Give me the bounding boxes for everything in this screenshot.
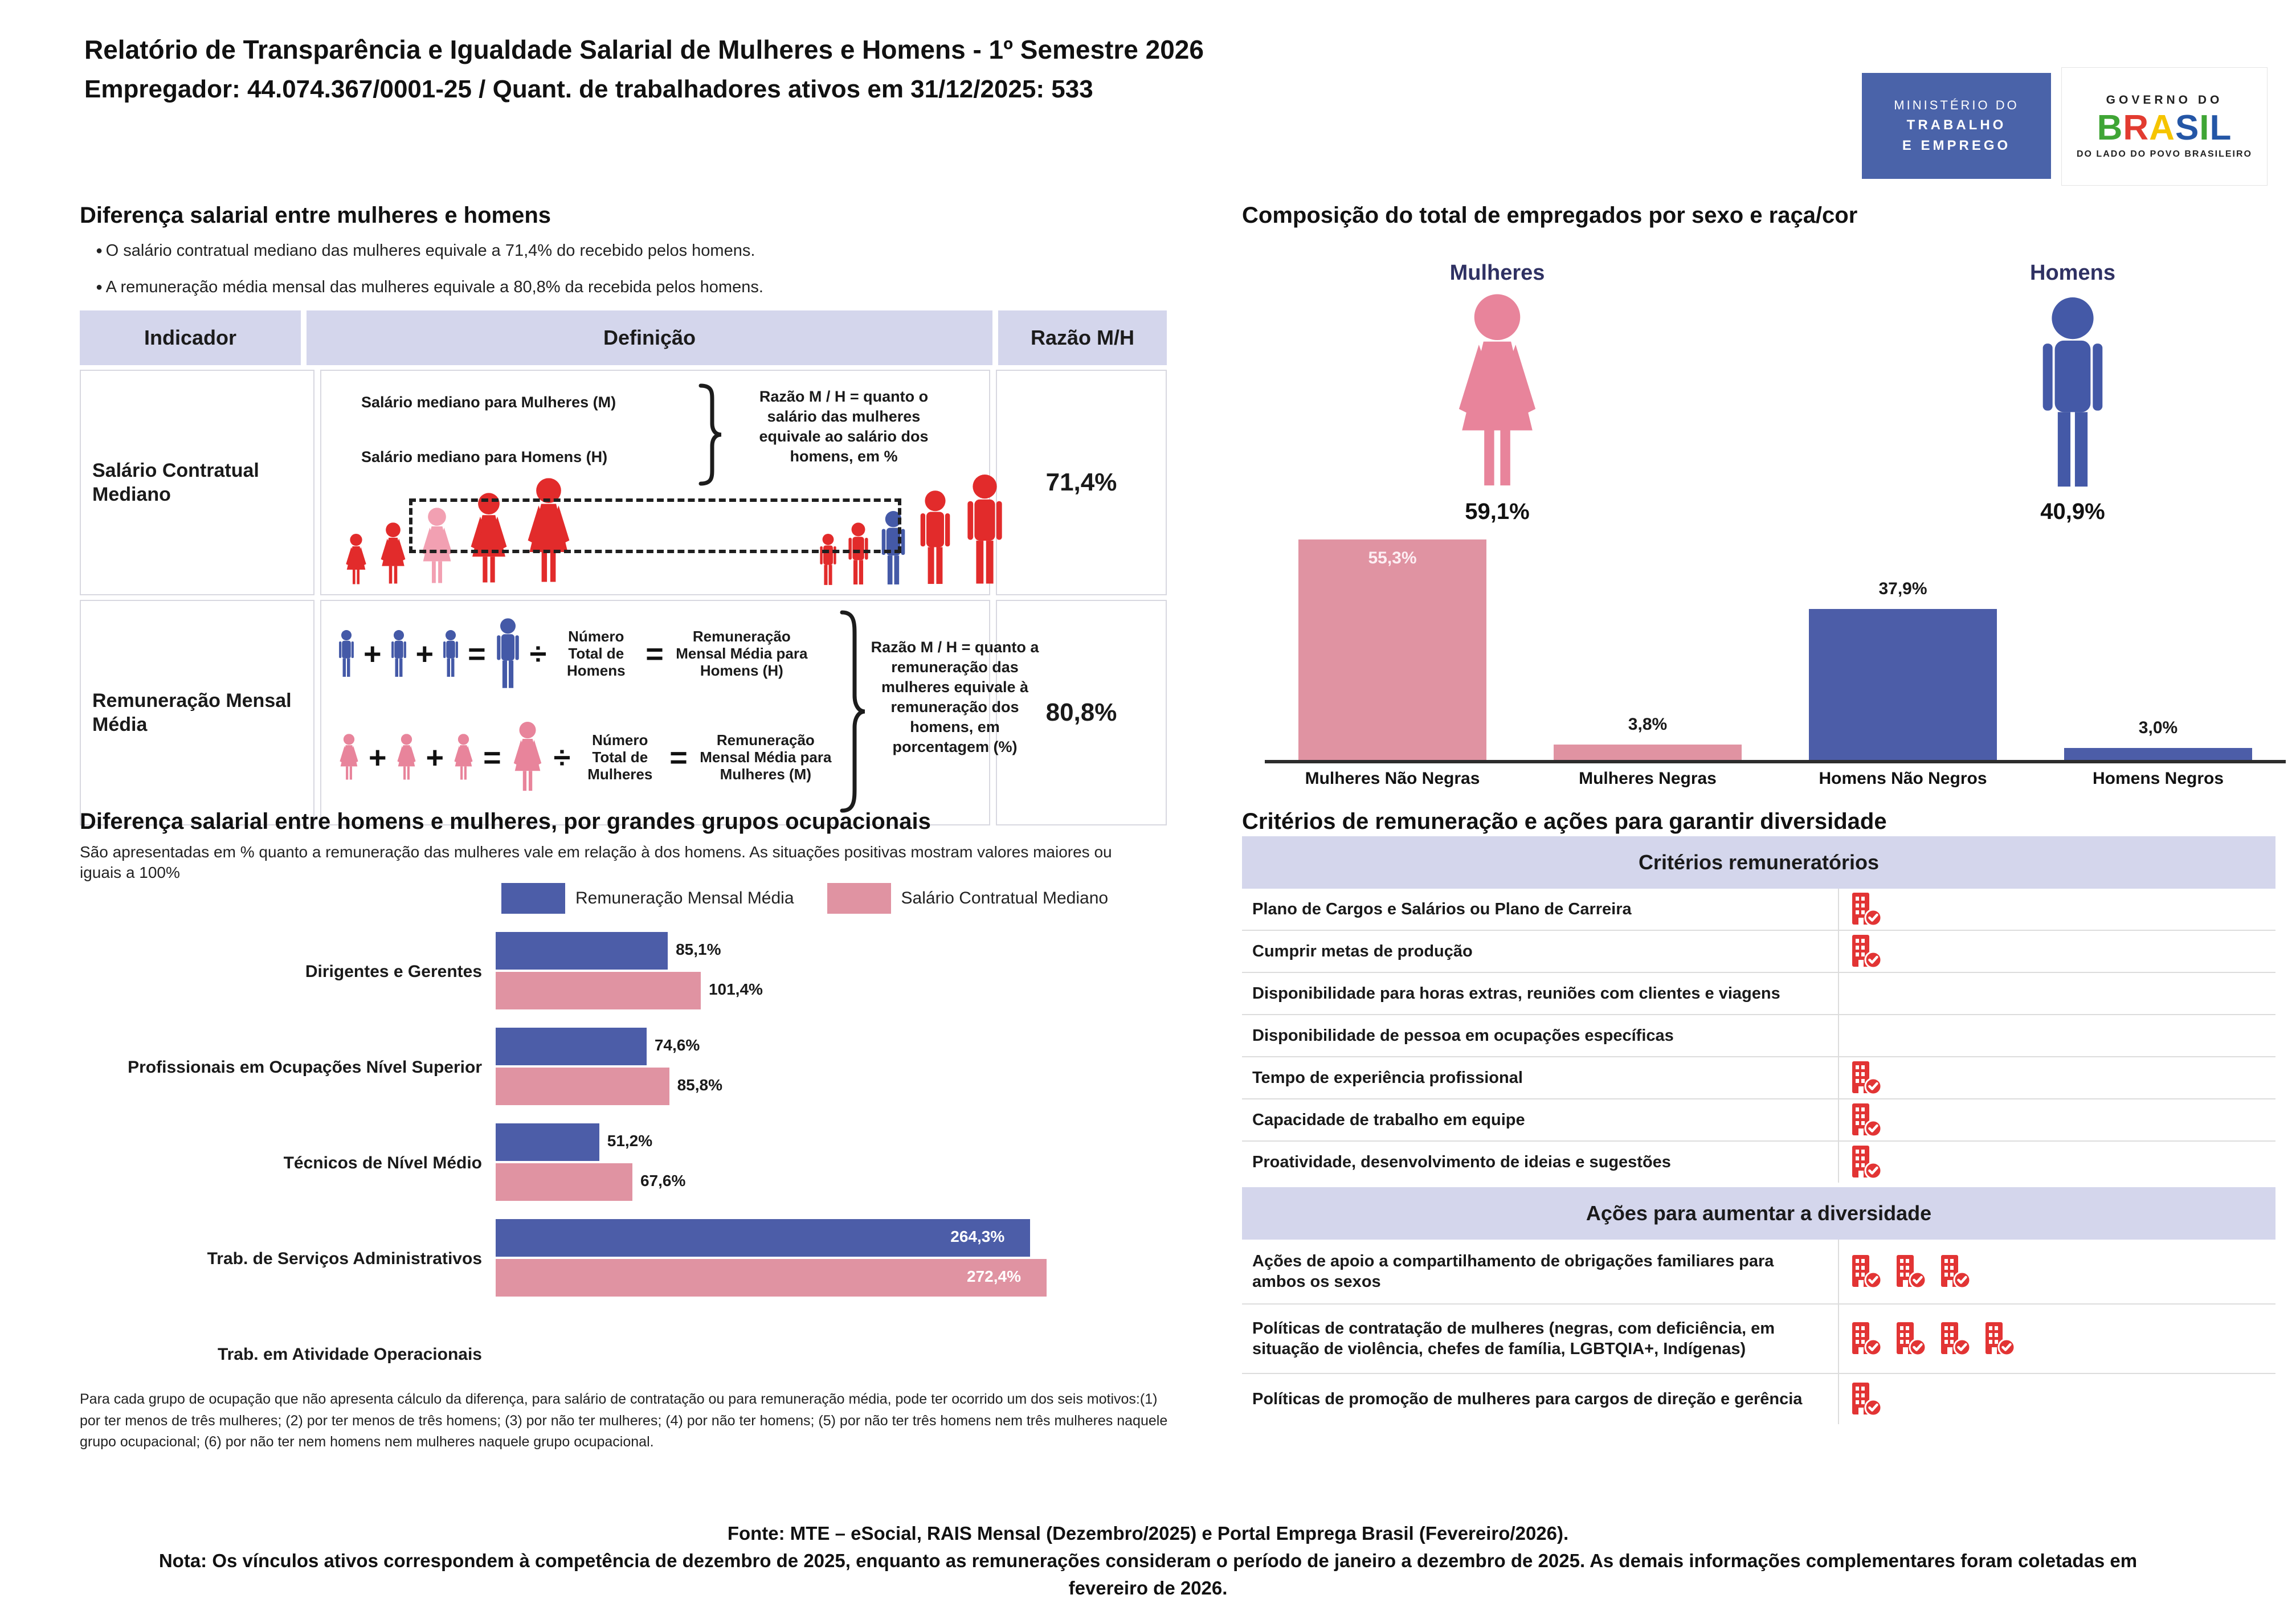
criteria-check-cell bbox=[1838, 1142, 2275, 1183]
criteria-check-cell bbox=[1838, 1240, 2275, 1303]
composition-plot-area bbox=[1265, 537, 2286, 760]
man-icon bbox=[440, 630, 461, 678]
man-icon bbox=[915, 490, 955, 586]
female-pictogram-icon bbox=[1444, 294, 1551, 493]
footer-fonte: Fonte: MTE – eSocial, RAIS Mensal (Dezembro/2025) e Portal Emprega Brasil (Fevereiro/2026). bbox=[727, 1523, 1569, 1544]
legend-label-salario: Salário Contratual Mediano bbox=[901, 889, 1109, 907]
mte-logo-line2: TRABALHO bbox=[1906, 117, 2007, 133]
bar-value-label: 51,2% bbox=[607, 1132, 653, 1150]
company-check-icon bbox=[1983, 1321, 2016, 1356]
male-pictogram-icon bbox=[2032, 297, 2114, 491]
bar-value-label: 74,6% bbox=[654, 1036, 700, 1054]
bar-value-label: 85,1% bbox=[676, 941, 721, 958]
brace-icon bbox=[839, 610, 868, 815]
salary-gap-bullet-2: ● A remuneração média mensal das mulheres equivale a 80,8% da recebida pelos homens. bbox=[96, 278, 763, 297]
criteria-tables bbox=[1242, 836, 2275, 1424]
equals-icon: = bbox=[483, 741, 501, 775]
occupation-category-label: Trab. em Atividade Operacionais bbox=[217, 1345, 482, 1364]
criteria-title: Critérios de remuneração e ações para garantir diversidade bbox=[1242, 809, 1887, 834]
bar bbox=[1554, 745, 1742, 760]
legend-swatch-blue bbox=[501, 883, 565, 914]
bar bbox=[496, 972, 701, 1009]
bar-value-label: 101,4% bbox=[708, 980, 763, 998]
homens-percent: 40,9% bbox=[2040, 499, 2105, 524]
equals-icon: = bbox=[669, 741, 688, 775]
legend-label-remuneracao: Remuneração Mensal Média bbox=[575, 889, 794, 907]
company-check-icon bbox=[1849, 1321, 1882, 1356]
company-check-icon bbox=[1938, 1254, 1971, 1289]
indicator-label: Remuneração Mensal Média bbox=[80, 600, 314, 825]
men-count-label: Número Total de Homens bbox=[566, 628, 626, 679]
woman-icon bbox=[451, 734, 476, 782]
criteria-row bbox=[1242, 1140, 2275, 1183]
company-check-icon bbox=[1894, 1321, 1927, 1356]
gov-logo-top: GOVERNO DO bbox=[2106, 93, 2223, 107]
equals-icon: = bbox=[468, 637, 486, 671]
occupational-bar-chart bbox=[80, 932, 1168, 1395]
ratio-value: 71,4% bbox=[996, 370, 1167, 595]
company-check-icon bbox=[1849, 934, 1882, 969]
criterios-remuneratorios-rows bbox=[1242, 889, 2275, 1183]
criteria-row bbox=[1242, 1056, 2275, 1098]
men-result-label: Remuneração Mensal Média para Homens (H) bbox=[676, 628, 808, 679]
criteria-row bbox=[1242, 930, 2275, 972]
chart-legend bbox=[501, 883, 1131, 914]
ratio-definition-note: Razão M / H = quanto o salário das mulheres equivale ao salário dos homens, em % bbox=[759, 388, 929, 465]
bar-value-label: 272,4% bbox=[967, 1268, 1021, 1285]
criteria-check-cell bbox=[1838, 889, 2275, 930]
women-average-formula bbox=[336, 722, 837, 794]
mte-logo-line3: E EMPREGO bbox=[1902, 138, 2011, 153]
salary-gap-bullet-1: ● O salário contratual mediano das mulheres equivale a 71,4% do recebido pelos homens. bbox=[96, 242, 755, 260]
governo-brasil-logo bbox=[2061, 67, 2268, 186]
criteria-row bbox=[1242, 1303, 2275, 1373]
brasil-letter: L bbox=[2209, 108, 2232, 148]
occupational-footnote: Para cada grupo de ocupação que não apresenta cálculo da diferença, para salário de contratação ou para remuneração média, pode ter ocorrido um dos seis motivos:(1) por ter menos de três mulheres; (2) por ter menos de três homens; (3) por não ter mulheres; (4) por não ter homens; (5) por não ter três homens nem três mulheres naquele grupo ocupacional; (6) por não ter nem homens nem mulheres naquele grupo ocupacional. bbox=[80, 1391, 1168, 1450]
indicator-label: Salário Contratual Mediano bbox=[80, 370, 314, 595]
company-check-icon bbox=[1849, 1144, 1882, 1180]
mte-logo bbox=[1862, 73, 2051, 179]
category-label: Mulheres Não Negras bbox=[1305, 769, 1480, 788]
equals-icon: = bbox=[646, 637, 664, 671]
plus-icon: + bbox=[415, 637, 434, 671]
criteria-label: Ações de apoio a compartilhamento de obrigações familiares para ambos os sexos bbox=[1252, 1252, 1774, 1291]
bar bbox=[496, 1123, 599, 1161]
salary-gap-table bbox=[80, 310, 1167, 825]
company-check-icon bbox=[1938, 1321, 1971, 1356]
criteria-label: Políticas de promoção de mulheres para cargos de direção e gerência bbox=[1252, 1389, 1803, 1408]
brasil-letter: A bbox=[2149, 108, 2175, 148]
brasil-letter: B bbox=[2097, 108, 2123, 148]
bar-value-label: 85,8% bbox=[677, 1076, 722, 1094]
woman-icon bbox=[342, 534, 370, 586]
women-count-label: Número Total de Mulheres bbox=[587, 731, 653, 783]
brasil-letter: S bbox=[2175, 108, 2200, 148]
col-header-razao: Razão M/H bbox=[998, 310, 1167, 365]
bar-value-label: 3,0% bbox=[2138, 718, 2178, 737]
bar bbox=[2064, 748, 2252, 760]
legend-swatch-pink bbox=[827, 883, 891, 914]
criteria-check-cell bbox=[1838, 1015, 2275, 1056]
woman-icon bbox=[336, 734, 362, 782]
occupation-category-label: Profissionais em Ocupações Nível Superior bbox=[128, 1058, 482, 1077]
plus-icon: + bbox=[363, 637, 382, 671]
company-check-icon bbox=[1849, 1102, 1882, 1138]
criteria-check-cell bbox=[1838, 1099, 2275, 1140]
occupational-title: Diferença salarial entre homens e mulheres, por grandes grupos ocupacionais bbox=[80, 809, 931, 834]
bar bbox=[1809, 609, 1997, 760]
brasil-letter: R bbox=[2123, 108, 2150, 148]
plus-icon: + bbox=[426, 741, 444, 775]
criteria-check-cell bbox=[1838, 973, 2275, 1014]
divide-icon: ÷ bbox=[529, 637, 547, 671]
mulheres-percent: 59,1% bbox=[1465, 499, 1530, 524]
bar bbox=[496, 1068, 669, 1105]
ratio-value: 80,8% bbox=[996, 600, 1167, 825]
acoes-diversidade-header: Ações para aumentar a diversidade bbox=[1242, 1187, 2275, 1240]
criteria-row bbox=[1242, 1098, 2275, 1140]
criteria-check-cell bbox=[1838, 1374, 2275, 1424]
median-pictogram bbox=[342, 465, 1008, 586]
criteria-label: Disponibilidade para horas extras, reuniões com clientes e viagens bbox=[1252, 984, 1780, 1003]
mulheres-label: Mulheres bbox=[1449, 261, 1545, 285]
median-dashed-box bbox=[409, 498, 901, 553]
occupation-category-label: Trab. de Serviços Administrativos bbox=[207, 1249, 482, 1268]
criteria-label: Disponibilidade de pessoa em ocupações específicas bbox=[1252, 1026, 1674, 1045]
woman-icon bbox=[508, 722, 547, 794]
woman-icon bbox=[394, 734, 419, 782]
criteria-label: Proatividade, desenvolvimento de ideias e sugestões bbox=[1252, 1152, 1671, 1171]
criteria-label: Políticas de contratação de mulheres (negras, com deficiência, em situação de violência, chefes de família, LGBTQIA+, Indígenas) bbox=[1252, 1319, 1775, 1358]
bar-value-label: 55,3% bbox=[1368, 548, 1417, 567]
bar-value-label: 264,3% bbox=[950, 1228, 1005, 1245]
report-footer bbox=[142, 1520, 2154, 1602]
median-women-label: Salário mediano para Mulheres (M) bbox=[361, 394, 616, 411]
ratio-definition-note: Razão M / H = quanto a remuneração das mulheres equivale à remuneração dos homens, em porcentagem (%) bbox=[871, 639, 1039, 756]
category-label: Homens Negros bbox=[2092, 769, 2224, 788]
company-check-icon bbox=[1849, 892, 1882, 927]
mte-logo-line1: MINISTÉRIO DO bbox=[1894, 98, 2019, 112]
footer-nota: Nota: Os vínculos ativos correspondem à competência de dezembro de 2025, enquanto as remunerações consideram o período de janeiro a dezembro de 2025. As demais informações complementares foram coletadas em fevereiro de 2026. bbox=[158, 1549, 2138, 1598]
bar-value-label: 3,8% bbox=[1628, 715, 1668, 734]
salary-gap-table-header bbox=[80, 310, 1167, 365]
company-check-icon bbox=[1849, 1060, 1882, 1095]
man-icon bbox=[493, 618, 523, 690]
bar-value-label: 67,6% bbox=[640, 1172, 686, 1189]
category-label: Homens Não Negros bbox=[1819, 769, 1987, 788]
company-check-icon bbox=[1849, 1381, 1882, 1417]
bar-value-label: 37,9% bbox=[1878, 579, 1927, 598]
category-label: Mulheres Negras bbox=[1579, 769, 1717, 788]
x-axis-line bbox=[1265, 760, 2286, 763]
criteria-check-cell bbox=[1838, 931, 2275, 972]
employer-line: Empregador: 44.074.367/0001-25 / Quant. de trabalhadores ativos em 31/12/2025: 533 bbox=[84, 75, 1093, 103]
criteria-check-cell bbox=[1838, 1057, 2275, 1098]
criteria-row bbox=[1242, 889, 2275, 930]
man-icon bbox=[389, 630, 409, 678]
occupational-note: São apresentadas em % quanto a remuneração das mulheres vale em relação à dos homens. As situações positivas mostram valores maiores ou iguais a 100% bbox=[80, 843, 1112, 882]
composition-title: Composição do total de empregados por sexo e raça/cor bbox=[1242, 203, 1858, 228]
criteria-row bbox=[1242, 972, 2275, 1014]
table-row-salario-mediano bbox=[80, 370, 1167, 595]
report-title: Relatório de Transparência e Igualdade Salarial de Mulheres e Homens - 1º Semestre 2026 bbox=[84, 35, 1204, 64]
criteria-row bbox=[1242, 1014, 2275, 1056]
criteria-label: Capacidade de trabalho em equipe bbox=[1252, 1110, 1525, 1129]
acoes-diversidade-rows bbox=[1242, 1240, 2275, 1424]
bar bbox=[496, 1028, 647, 1065]
brasil-letter: I bbox=[2199, 108, 2210, 148]
brasil-wordmark bbox=[2097, 108, 2232, 148]
criterios-remuneratorios-header: Critérios remuneratórios bbox=[1242, 836, 2275, 889]
gov-logo-bottom: DO LADO DO POVO BRASILEIRO bbox=[2076, 149, 2252, 159]
median-men-label: Salário mediano para Homens (H) bbox=[361, 448, 608, 465]
bar bbox=[496, 1259, 1047, 1297]
criteria-label: Cumprir metas de produção bbox=[1252, 942, 1473, 960]
composition-bar-chart bbox=[1265, 537, 2286, 804]
definition-cell bbox=[320, 370, 990, 595]
bar bbox=[496, 1163, 632, 1201]
criteria-check-cell bbox=[1838, 1305, 2275, 1373]
plus-icon: + bbox=[369, 741, 387, 775]
women-result-label: Remuneração Mensal Média para Mulheres (M) bbox=[700, 731, 832, 783]
occupation-category-label: Técnicos de Nível Médio bbox=[283, 1154, 482, 1172]
occupation-category-label: Dirigentes e Gerentes bbox=[305, 962, 482, 981]
criteria-row bbox=[1242, 1373, 2275, 1424]
man-icon bbox=[961, 475, 1008, 586]
table-row-remuneracao-media bbox=[80, 600, 1167, 825]
criteria-label: Plano de Cargos e Salários ou Plano de Carreira bbox=[1252, 900, 1632, 918]
bar bbox=[1298, 539, 1486, 760]
homens-label: Homens bbox=[2030, 261, 2115, 285]
definition-cell bbox=[320, 600, 1039, 825]
bar bbox=[496, 932, 668, 970]
salary-gap-title: Diferença salarial entre mulheres e homens bbox=[80, 203, 551, 228]
company-check-icon bbox=[1849, 1254, 1882, 1289]
company-check-icon bbox=[1894, 1254, 1927, 1289]
col-header-definicao: Definição bbox=[307, 310, 992, 365]
woman-icon bbox=[376, 522, 410, 586]
criteria-label: Tempo de experiência profissional bbox=[1252, 1068, 1523, 1087]
criteria-row bbox=[1242, 1240, 2275, 1303]
men-average-formula bbox=[336, 618, 813, 690]
man-icon bbox=[336, 630, 357, 678]
divide-icon: ÷ bbox=[553, 741, 571, 775]
col-header-indicador: Indicador bbox=[80, 310, 301, 365]
